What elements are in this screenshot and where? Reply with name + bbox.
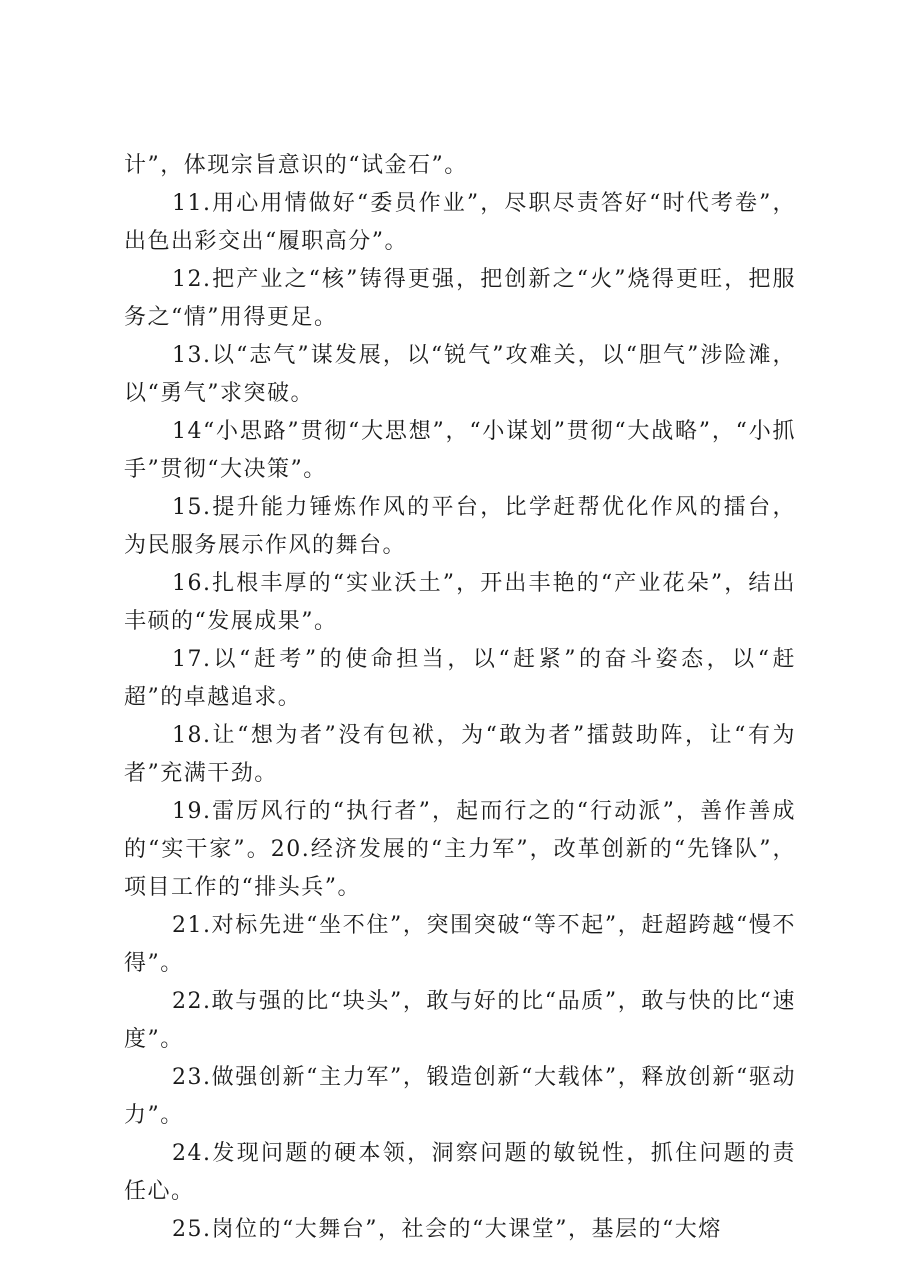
paragraph-continuation: 计”，体现宗旨意识的“试金石”。 <box>124 153 468 178</box>
paragraph-item-13: 13.以“志气”谋发展，以“锐气”攻难关，以“胆气”涉险滩，以“勇气”求突破。 <box>124 343 796 406</box>
paragraph-item-16: 16.扎根丰厚的“实业沃土”，开出丰艳的“产业花朵”，结出丰硕的“发展成果”。 <box>124 571 796 634</box>
document-body <box>124 147 796 1249</box>
paragraph-item-23: 23.做强创新“主力军”，锻造创新“大载体”，释放创新“驱动力”。 <box>124 1065 796 1128</box>
paragraph-item-17: 17.以“赶考”的使命担当，以“赶紧”的奋斗姿态，以“赶超”的卓越追求。 <box>124 647 796 710</box>
paragraph-item-14: 14“小思路”贯彻“大思想”，“小谋划”贯彻“大战略”，“小抓手”贯彻“大决策”。 <box>124 419 796 482</box>
paragraph-item-19-20: 19.雷厉风行的“执行者”，起而行之的“行动派”，善作善成的“实干家”。20.经济发展的“主力军”，改革创新的“先锋队”，项目工作的“排头兵”。 <box>124 799 796 900</box>
paragraph-item-21: 21.对标先进“坐不住”，突围突破“等不起”，赶超跨越“慢不得”。 <box>124 913 796 976</box>
paragraph-item-22: 22.敢与强的比“块头”，敢与好的比“品质”，敢与快的比“速度”。 <box>124 989 796 1052</box>
paragraph-item-12: 12.把产业之“核”铸得更强，把创新之“火”烧得更旺，把服务之“情”用得更足。 <box>124 267 796 330</box>
paragraph-item-11: 11.用心用情做好“委员作业”，尽职尽责答好“时代考卷”，出色出彩交出“履职高分”。 <box>124 191 796 254</box>
paragraph-item-18: 18.让“想为者”没有包袱，为“敢为者”擂鼓助阵，让“有为者”充满干劲。 <box>124 723 796 786</box>
paragraph-item-25: 25.岗位的“大舞台”，社会的“大课堂”，基层的“大熔 <box>172 1217 722 1242</box>
paragraph-item-24: 24.发现问题的硬本领，洞察问题的敏锐性，抓住问题的责任心。 <box>124 1141 796 1204</box>
paragraph-item-15: 15.提升能力锤炼作风的平台，比学赶帮优化作风的擂台，为民服务展示作风的舞台。 <box>124 495 796 558</box>
